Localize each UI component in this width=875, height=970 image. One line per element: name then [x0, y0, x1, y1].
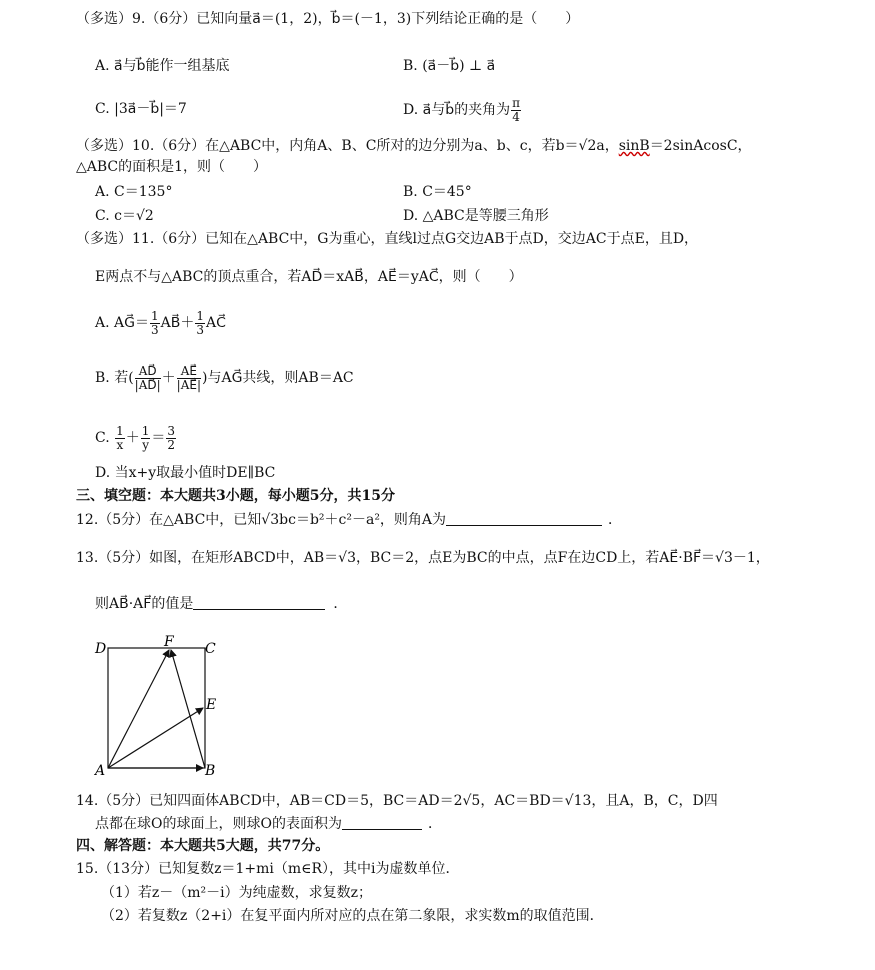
q14-stem: 14.（5分）已知四面体ABCD中，AB＝CD＝5，BC＝AD＝2√5，AC＝BD＝√13，且A，B，C，D四 [76, 793, 718, 809]
rectangle-figure [92, 632, 222, 780]
q11-option-a-text: A. AG⃗＝ [95, 315, 149, 331]
q12-answer-blank[interactable] [446, 511, 602, 526]
vector-af [108, 650, 169, 768]
q13-text: 则AB⃗·AF⃗的值是 [95, 596, 194, 612]
fraction-numerator: AE⃗ [177, 365, 201, 379]
q15-stem: 15.（13分）已知复数z＝1+mi（m∈R），其中i为虚数单位． [76, 861, 460, 877]
vector-bf [171, 650, 205, 768]
plus-sign: ＋ [125, 430, 140, 446]
fraction [166, 425, 176, 452]
q10-option-d: D. △ABC是等腰三角形 [403, 208, 549, 224]
q9-option-d [403, 92, 522, 128]
plus-sign: ＋ [161, 370, 176, 386]
fraction-numerator: 3 [167, 423, 176, 438]
q10-stem-text: （多选）10.（6分）在△ABC中，内角A、B、C所对的边分别为a、b、c，若b＝√2a， [76, 138, 619, 154]
q11-option-d: D. 当x+y取最小值时DE∥BC [95, 465, 276, 481]
section-3-heading: 三、填空题：本大题共3小题，每小题5分，共15分 [76, 488, 395, 504]
q13-period: ． [333, 596, 348, 612]
fraction-numerator: AD⃗ [135, 365, 161, 379]
q10-option-b: B. C＝45° [403, 184, 472, 200]
rectangle-abcd [108, 648, 205, 768]
q9-option-c: C. |3a⃗－b⃗|＝7 [95, 101, 187, 117]
q10-stem-text-end: ＝2sinAcosC， [649, 138, 752, 154]
fraction-denominator: y [142, 437, 149, 452]
label-e: E [206, 697, 217, 713]
fraction-numerator: π [512, 95, 520, 110]
q9-option-d-text: D. a⃗与b⃗的夹角为 [403, 102, 511, 118]
q11-option-b-text-end: )与AG⃗共线，则AB＝AC [202, 370, 354, 386]
equals-sign: ＝ [151, 430, 166, 446]
q10-option-a: A. C＝135° [95, 184, 173, 200]
fraction-denominator: 3 [150, 322, 159, 337]
q13-answer-blank[interactable] [193, 595, 325, 610]
q10-stem-underlined: sinB [618, 138, 650, 154]
q11-option-a [95, 306, 226, 340]
label-d: D [95, 641, 107, 657]
q12-text: 12.（5分）在△ABC中，已知√3bc＝b²＋c²－a²，则角A为 [76, 512, 447, 528]
q9-option-a: A. a⃗与b⃗能作一组基底 [95, 58, 230, 74]
vector-ae [108, 708, 203, 768]
q14-text: 点都在球O的球面上，则球O的表面积为 [95, 816, 342, 832]
q12-period: ． [608, 512, 623, 528]
q14-line2 [95, 815, 442, 833]
fraction [141, 425, 151, 452]
label-c: C [205, 641, 216, 657]
fraction-numerator: 1 [141, 423, 150, 438]
q9-option-d-fraction [511, 97, 521, 124]
fraction-denominator: |AD⃗| [134, 377, 161, 392]
q11-option-c-text: C. [95, 430, 115, 446]
q12 [76, 511, 622, 529]
q9-option-b: B. (a⃗－b⃗) ⊥ a⃗ [403, 58, 496, 74]
q11-option-a-text-end: AC⃗ [205, 315, 226, 331]
fraction-denominator: x [116, 437, 124, 452]
q11-stem-line2: E两点不与△ABC的顶点重合，若AD⃗＝xAB⃗，AE⃗＝yAC⃗，则（ ） [95, 269, 523, 285]
q13-stem: 13.（5分）如图，在矩形ABCD中，AB＝√3，BC＝2，点E为BC的中点，点F在边CD上，若AE⃗·BF⃗＝√3－1， [76, 550, 770, 566]
q11-option-a-text-mid: AB⃗＋ [160, 315, 195, 331]
q14-period: ． [427, 816, 442, 832]
label-f: F [164, 634, 174, 650]
fraction [135, 365, 161, 392]
q10-option-c: C. c＝√2 [95, 208, 154, 224]
section-4-heading: 四、解答题：本大题共5大题，共77分。 [76, 838, 330, 854]
q14-answer-blank[interactable] [342, 815, 422, 830]
fraction [177, 365, 201, 392]
q10-stem-line2: △ABC的面积是1，则（ ） [76, 159, 268, 175]
q11-option-b [95, 356, 354, 400]
fraction-numerator: 1 [150, 308, 159, 323]
label-a: A [95, 763, 106, 779]
q11-stem: （多选）11.（6分）已知在△ABC中，G为重心，直线l过点G交边AB于点D，交边AC于点E，且D， [76, 231, 699, 247]
label-b: B [205, 763, 216, 779]
fraction-numerator: 1 [196, 308, 204, 323]
fraction-numerator: 1 [116, 423, 124, 438]
q15-part-2: （2）若复数z（2+i）在复平面内所对应的点在第二象限，求实数m的取值范围． [101, 908, 604, 924]
fraction [150, 310, 160, 337]
q11-option-b-text: B. 若( [95, 370, 134, 386]
q13-line2 [95, 595, 347, 613]
fraction [115, 425, 125, 452]
q9-stem: （多选）9.（6分）已知向量a⃗＝(1，2)，b⃗＝(－1，3)下列结论正确的是（ ） [76, 11, 580, 27]
q15-part-1: （1）若z－（m²－i）为纯虚数，求复数z； [101, 885, 373, 901]
q10-stem [76, 137, 752, 155]
q11-option-c [95, 418, 177, 458]
fraction-denominator: 4 [512, 109, 520, 124]
fraction-denominator: |AE⃗| [176, 377, 201, 392]
fraction-denominator: 2 [167, 437, 176, 452]
fraction [195, 310, 205, 337]
fraction-denominator: 3 [196, 322, 204, 337]
